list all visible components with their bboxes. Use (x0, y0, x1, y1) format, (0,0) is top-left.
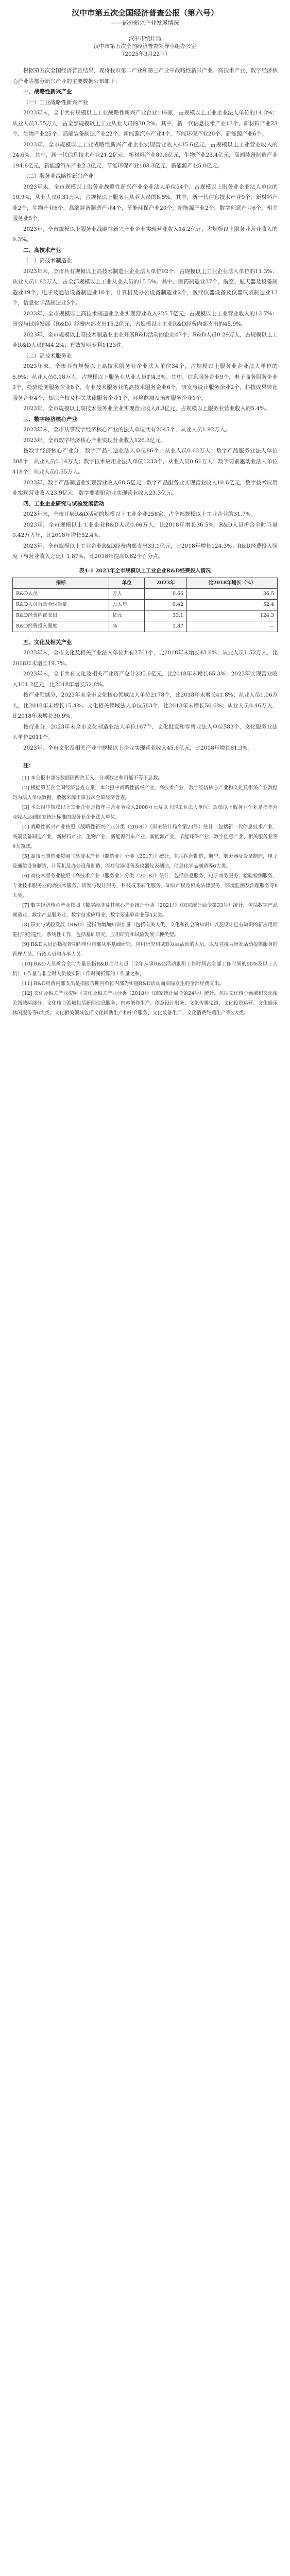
note-item: [6] 高技术服务业按照《高技术产业（服务业）分类（2018）》统计，包括信息服务，电子商务服务，检验检测服务，专业技术服务业的高技术服务，研发与设计服务，科技成果转化服务，知识产权及相关法律服务，环境监测及治理服务等8大类。 (12, 873, 278, 899)
bulletin-page (0, 0, 290, 1028)
table-row (13, 588, 278, 599)
paragraph: 2023年，全市规模以上高技术制造业企业开展R&D活动的企业47个，R&D人员0.29万人，占规模以上工业R&D人员的44.2%；有效发明专利1123件。 (12, 331, 278, 348)
note-item: [11] R&D经费内部支出是指报告期内单位内部为实施R&D活动而实际发生的全部经费支出。 (22, 980, 224, 987)
table-cell: 万人年 (109, 599, 145, 610)
paragraph: 2023年，全市规模以上工业企业R&D经费内部支出33.1亿元，比2018年增长124.3%；R&D经费投入强度（与营业收入之比）1.87%，比2018年提高0.62个百分点。 (12, 543, 278, 560)
paragraph: 按行业分，2023年末全市文化制造业法人单位167个，文化批发和零售业法人单位583个，文化服务业法人单位2011个。 (12, 723, 278, 740)
table-cell: R&D经费内部支出 (13, 610, 109, 621)
section-heading-2: 二、高技术产业 (23, 247, 61, 253)
table-cell: 0.42 (145, 599, 187, 610)
section-heading-4: 四、工业企业研究与试验发展活动 (23, 500, 105, 507)
paragraph: 2023年，全市规模以上工业企业R&D人员0.66万人，比2018年增长36.5%；R&D人员折合全时当量0.42万人年，比2018年增长52.4%。 (12, 521, 278, 538)
issuer-line-2: 汉中市第五次全国经济普查领导小组办公室 (93, 43, 197, 49)
table-row (13, 621, 278, 632)
issuer-line-1: 汉中市统计局 (129, 36, 161, 42)
note-item: [2] 根据第五次全国经济普查方案，本公报中战略性新兴产业、高技术产业、数字经济核心产业和文化及相关产业数据均为法人单位数据，数据来源于第五次全国经济普查。 (12, 785, 278, 801)
paragraph: 2023年末，全市文化及相关产业法人单位共有2761个，比2018年末增长43.6%；从业人员1.52万人，比2018年末增长19.7%。 (12, 650, 278, 667)
paragraph: 2023年末，全市共有规模以上工业战略性新兴产业企业116家，占规模以上工业企业法人单位的14.3%；从业人员3.55万人，占全部规模以上工业从业人员的30.2%。其中，新一代信息技术产业13个，新材料产业23个，生物产业25个，高端装备制造产业22个，新能源汽车产业4个，节能环保产业20个，新能源产业6个。 (12, 110, 278, 137)
paragraph: 2023年末，全市共有规模以上高技术服务业企业法人单位34个，占规模以上服务业企业法人单位的6.9%；从业人员0.18万人，占规模以上服务业从业人员的4.9%。其中，信息服务企业9个，电子商务服务企业3个，检验检测服务企业8个，专业技术服务业的高技术服务企业6个，研发与设计服务企业2个，科技成果转化服务企业4个，知识产权及相关法律服务企业1个，环境监测及治理服务企业1个。 (12, 363, 278, 401)
table-cell: 万人 (109, 588, 145, 599)
table-header-cell: 单位 (109, 578, 145, 588)
table-cell: 36.5 (187, 588, 278, 599)
page-subtitle: ——部分新兴产业发展情况 (111, 20, 179, 26)
section-heading-1: 一、战略性新兴产业 (23, 89, 72, 95)
rd-table (12, 578, 278, 632)
table-cell: R&D人员 (13, 588, 109, 599)
table-cell: 124.3 (187, 610, 278, 621)
table-header-cell: 指标 (13, 578, 109, 588)
note-item: [5] 高技术制造业按照《高技术产业（制造业）分类（2017）》统计，包括医药制造，航空、航天器及设备制造，电子及通信设备制造，计算机及办公设备制造，医疗仪器设备及仪器仪表制造，信息化学品制造等6大类。 (12, 853, 278, 869)
paragraph: 2023年，数字产品制造业实现营业收入68.5亿元，数字产品服务业实现营业收入10.6亿元，数字技术应用业实现营业收入23.9亿元，数字要素驱动业实现营业收入23.3亿元。 (12, 479, 278, 496)
paragraph: 2023年，全市文化及相关产业中规模以上企业实现营业收入45.6亿元，比2018年增长61.3%。 (23, 744, 253, 751)
paragraph: 2023年末，全市开展R&D活动的规模以上工业企业258家，占全部规模以上工业企业的31.7%。 (23, 511, 257, 517)
release-date: （2025年3月22日） (119, 51, 171, 57)
table-row (13, 599, 278, 610)
note-item: [3] 本公报中规模以上工业企业是指年主营业务收入2000万元及以上的工业法人单位；规模以上服务业企业是指年营业收入达到国家统计标准的服务业企业法人单位。 (12, 804, 278, 820)
table-title: 表4-1 2023年全市规模以上工业企业R&D经费投入情况 (79, 568, 211, 574)
table-row (13, 610, 278, 621)
paragraph: 2023年末，全市共有规模以上高技术制造业企业法人单位92个，占规模以上工业企业法人单位的11.3%；从业人员1.82万人，占全部规模以上工业从业人员的15.5%。其中，医药制造业37个，航空、航天器及设备制造业19个，电子及通信设备制造业16个，计算机及办公设备制造业2个，医疗仪器设备及仪器仪表制造业13个，信息化学品制造业5个。 (12, 268, 278, 306)
paragraph: 2023年，全市规模以上服务业战略性新兴产业企业实现营业收入14.2亿元，占规模以上服务业营业收入的9.3%。 (12, 226, 278, 243)
subsection-heading-1-2: （二）服务业战略性新兴产业 (23, 173, 94, 179)
table-cell: % (109, 621, 145, 632)
paragraph: 2023年，全市规模以上工业战略性新兴产业企业实现营业收入435.6亿元，占规模以上工业营业收入的24.6%。其中，新一代信息技术产业21.2亿元，新材料产业80.6亿元，生物产业23.4亿元，高端装备制造产业194.8亿元，新能源汽车产业2.3亿元，节能环保产业108.3亿元，新能源产业5.0亿元。 (12, 141, 278, 169)
note-item: [8] 研究与试验发展（R&D）是指为增加知识存量（包括有关人类、文化和社会的知识）以及设计已有知识的新应用而进行的创造性、系统性工作，包括基础研究、应用研究和试验发展三种类型。 (12, 922, 278, 938)
subsection-heading-2-1: （一）高技术制造业 (23, 258, 72, 264)
note-item: [7] 数字经济核心产业按照《数字经济及其核心产业统计分类（2021）》（国家统计局令第33号）统计，包括数字产品制造业、数字产品服务业、数字技术应用业、数字要素驱动业等4大类。 (12, 902, 278, 918)
paragraph: 2023年，全市数字经济核心产业实现营业收入126.3亿元。 (23, 437, 166, 444)
paragraph: 2023年，全市规模以上高技术服务业企业实现营业收入8.3亿元，占规模以上服务业营业收入的5.4%。 (23, 405, 270, 412)
notes-heading: 注： (23, 762, 34, 769)
table-cell: 52.4 (187, 599, 278, 610)
table-cell: R&D人员折合全时当量 (13, 599, 109, 610)
section-heading-5: 五、文化及相关产业 (23, 639, 72, 646)
page-title: 汉中市第五次全国经济普查公报（第六号） (71, 8, 218, 18)
table-header-cell: 比2018年增长（%） (187, 578, 278, 588)
section-heading-3: 三、数字经济核心产业 (23, 416, 77, 422)
table-cell: — (187, 621, 278, 632)
table-cell: 33.1 (145, 610, 187, 621)
table-cell: 亿元 (109, 610, 145, 621)
paragraph: 2023年末，全市从事数字经济核心产业的法人单位共有2045个，从业人员1.92万人。 (23, 427, 231, 433)
table-cell: 0.66 (145, 588, 187, 599)
note-item: [12] 文化及相关产业按照《文化及相关产业分类（2018）》（国家统计局令第24号）统计，包括文化核心领域和文化相关领域两部分。文化核心领域包括新闻信息服务、内容创作生产、创意设计服务、文化传播渠道、文化投资运营、文化娱乐休闲服务等6大类；文化相关领域包括文化辅助生产和中介服务、文化装备生产、文化消费终端生产等3大类。 (12, 990, 278, 1016)
note-item: [4] 战略性新兴产业按照《战略性新兴产业分类（2018）》（国家统计局令第23号）统计，包括新一代信息技术产业、高端装备制造产业、新材料产业、生物产业、新能源汽车产业、新能源产业、节能环保产业、数字创意产业、相关服务业等9大领域。 (12, 824, 278, 850)
note-item: [1] 本公报中部分数据因四舍五入，分项数之和可能不等于总数。 (22, 775, 163, 781)
table-cell: R&D经费投入强度 (13, 621, 109, 632)
paragraph: 按数字经济核心产业分，数字产品制造业法人单位86个，从业人员0.62万人；数字产品服务业法人单位308个，从业人员0.14万人；数字技术应用业法人单位1233个，从业人员0.61万人；数字要素驱动业法人单位418个，从业人员0.55万人。 (12, 448, 278, 475)
table-header-row (13, 578, 278, 588)
subsection-heading-2-2: （二）高技术服务业 (23, 352, 72, 359)
paragraph: 按产业领域分，2023年末全市文化核心领域法人单位2178个，比2018年末增长41.8%；从业人员1.06万人，比2018年末增长15.4%。文化相关领域法人单位583个，比2018年末增长50.6%；从业人员0.46万人，比2018年末增长30.9%。 (12, 692, 278, 719)
note-item: [10] R&D人员折合全时当量是指R&D全时人员（全年从事R&D活动累积工作时间占全部工作时间的90%及以上人员）工作量与非全时人员按实际工作时间折算的工作量之和。 (12, 961, 278, 977)
paragraph: 2023年末，全市规模以上服务业战略性新兴产业企业法人单位54个，占规模以上服务业企业法人单位的10.9%；从业人员0.31万人，占规模以上服务业从业人员的8.5%。其中，新一代信息技术产业9个，新材料产业2个，生物产业6个，高端装备制造产业4个，节能环保产业20个，新能源产业2个，数字创意产业6个，相关服务业5个。 (12, 183, 278, 222)
subsection-heading-1-1: （一）工业战略性新兴产业 (23, 99, 88, 106)
paragraph: 2023年末，全市共有文化及相关产业资产总计235.6亿元，比2018年末增长65.3%；2023年实现营业收入101.2亿元，比2018年增长52.8%。 (12, 671, 278, 688)
paragraph: 2023年，全市规模以上高技术制造业企业实现营业收入225.7亿元，占规模以上工业营业收入的12.7%；研究与试验发展（R&D）经费内部支出15.2亿元，占规模以上工业R&D经费内部支出的45.9%。 (12, 310, 278, 327)
table-cell: 1.87 (145, 621, 187, 632)
note-item: [9] R&D人员是指报告期内单位内部从事基础研究、应用研究和试验发展活动的人员，以及直接为研发活动提供服务的管理人员、行政人员和办事人员。 (12, 941, 278, 957)
table-header-cell: 2023年 (145, 578, 187, 588)
intro-paragraph: 根据第五次全国经济普查结果，现将我市第二产业和第三产业中战略性新兴产业、高技术产业、数字经济核心产业等部分新兴产业的主要数据公布如下： (12, 67, 278, 84)
